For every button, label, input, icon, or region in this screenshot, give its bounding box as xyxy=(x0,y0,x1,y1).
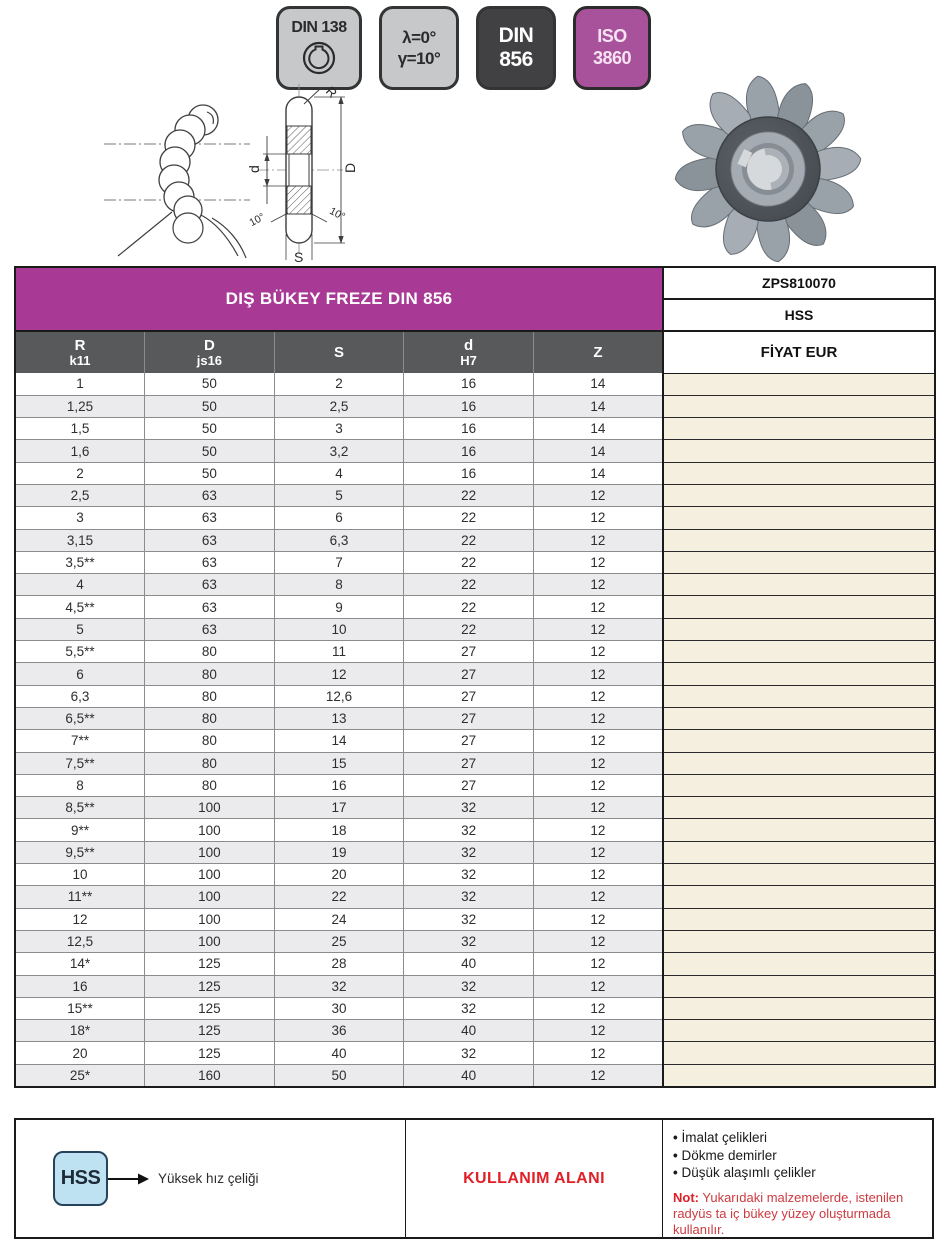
table-cell: 22 xyxy=(404,574,534,596)
price-cell xyxy=(663,551,935,573)
bore-keyway-icon xyxy=(300,39,338,77)
cross-section-drawing xyxy=(241,78,367,266)
table-cell: 30 xyxy=(274,997,404,1019)
table-cell: 12 xyxy=(274,663,404,685)
table-cell: 12 xyxy=(533,953,663,975)
table-cell: 10 xyxy=(15,864,145,886)
table-cell: 22 xyxy=(404,596,534,618)
table-cell: 32 xyxy=(274,975,404,997)
table-cell: 27 xyxy=(404,730,534,752)
dim-label-R: R xyxy=(322,83,341,101)
table-cell: 36 xyxy=(274,1020,404,1042)
table-row xyxy=(15,774,935,796)
usage-item: • Düşük alaşımlı çelikler xyxy=(673,1164,924,1182)
table-cell: 3 xyxy=(274,418,404,440)
materials-cell xyxy=(663,1120,932,1237)
col-header-D: D js16 xyxy=(145,331,275,373)
table-cell: 50 xyxy=(145,418,275,440)
table-cell: 50 xyxy=(145,395,275,417)
table-cell: 12 xyxy=(533,551,663,573)
price-cell xyxy=(663,797,935,819)
price-cell xyxy=(663,529,935,551)
table-cell: 12 xyxy=(533,797,663,819)
table-cell: 25* xyxy=(15,1064,145,1086)
table-row xyxy=(15,596,935,618)
table-cell: 12 xyxy=(533,574,663,596)
angle-label-left: 10° xyxy=(247,210,268,229)
table-cell: 125 xyxy=(145,953,275,975)
badge-din138-label: DIN 138 xyxy=(291,19,347,36)
table-cell: 100 xyxy=(145,908,275,930)
table-cell: 27 xyxy=(404,752,534,774)
material-label: HSS xyxy=(663,299,935,331)
badge-iso3860: ISO 3860 xyxy=(573,6,651,90)
table-cell: 100 xyxy=(145,797,275,819)
column-header-row xyxy=(15,331,935,373)
table-row xyxy=(15,663,935,685)
price-cell xyxy=(663,618,935,640)
table-cell: 8,5** xyxy=(15,797,145,819)
table-cell: 16 xyxy=(404,462,534,484)
table-cell: 2,5 xyxy=(15,484,145,506)
application-drawing xyxy=(100,96,255,262)
table-cell: 11** xyxy=(15,886,145,908)
table-cell: 3,2 xyxy=(274,440,404,462)
product-code: ZPS810070 xyxy=(663,267,935,299)
table-cell: 32 xyxy=(404,930,534,952)
table-cell: 13 xyxy=(274,707,404,729)
price-cell xyxy=(663,886,935,908)
table-row xyxy=(15,462,935,484)
table-cell: 3,15 xyxy=(15,529,145,551)
table-row xyxy=(15,930,935,952)
gamma-angle: γ=10° xyxy=(397,49,441,68)
lambda-angle: λ=0° xyxy=(402,27,436,47)
footer-box xyxy=(14,1118,934,1239)
usage-area-title: KULLANIM ALANI xyxy=(463,1169,605,1187)
usage-area-cell xyxy=(405,1120,663,1237)
table-cell: 12 xyxy=(533,507,663,529)
price-cell xyxy=(663,752,935,774)
table-cell: 6 xyxy=(15,663,145,685)
table-cell: 63 xyxy=(145,507,275,529)
price-column-header: FİYAT EUR xyxy=(663,331,935,373)
table-cell: 63 xyxy=(145,529,275,551)
table-cell: 4,5** xyxy=(15,596,145,618)
table-cell: 12 xyxy=(533,819,663,841)
table-cell: 5 xyxy=(274,484,404,506)
table-cell: 50 xyxy=(274,1064,404,1086)
table-cell: 25 xyxy=(274,930,404,952)
table-cell: 14 xyxy=(533,418,663,440)
table-cell: 27 xyxy=(404,707,534,729)
table-row xyxy=(15,752,935,774)
table-cell: 7** xyxy=(15,730,145,752)
table-cell: 100 xyxy=(145,864,275,886)
col-header-d: d H7 xyxy=(404,331,534,373)
table-cell: 12 xyxy=(533,1042,663,1064)
price-cell xyxy=(663,663,935,685)
table-cell: 9** xyxy=(15,819,145,841)
table-cell: 125 xyxy=(145,1042,275,1064)
table-cell: 14 xyxy=(274,730,404,752)
product-title: DIŞ BÜKEY FREZE DIN 856 xyxy=(15,267,663,331)
table-cell: 12 xyxy=(533,484,663,506)
hss-description: Yüksek hız çeliği xyxy=(158,1171,259,1186)
table-row xyxy=(15,641,935,663)
price-cell xyxy=(663,819,935,841)
table-cell: 28 xyxy=(274,953,404,975)
table-cell: 100 xyxy=(145,930,275,952)
table-cell: 40 xyxy=(404,953,534,975)
price-cell xyxy=(663,484,935,506)
table-cell: 12 xyxy=(533,707,663,729)
table-row xyxy=(15,1064,935,1086)
table-cell: 80 xyxy=(145,730,275,752)
price-cell xyxy=(663,462,935,484)
table-cell: 14 xyxy=(533,440,663,462)
table-cell: 63 xyxy=(145,596,275,618)
table-cell: 9 xyxy=(274,596,404,618)
table-cell: 2 xyxy=(15,462,145,484)
table-cell: 22 xyxy=(274,886,404,908)
table-cell: 12 xyxy=(533,641,663,663)
price-cell xyxy=(663,641,935,663)
table-cell: 80 xyxy=(145,707,275,729)
badge-angles xyxy=(379,6,459,90)
table-cell: 12 xyxy=(533,529,663,551)
table-cell: 16 xyxy=(404,418,534,440)
table-row xyxy=(15,1042,935,1064)
table-cell: 20 xyxy=(274,864,404,886)
badge-din856: DIN 856 xyxy=(476,6,556,90)
table-cell: 12 xyxy=(533,1064,663,1086)
table-cell: 12 xyxy=(533,997,663,1019)
table-row xyxy=(15,551,935,573)
table-row xyxy=(15,953,935,975)
table-cell: 4 xyxy=(274,462,404,484)
table-cell: 12 xyxy=(533,908,663,930)
usage-list xyxy=(673,1129,924,1182)
hss-badge: HSS xyxy=(53,1151,108,1206)
table-cell: 27 xyxy=(404,641,534,663)
table-cell: 12 xyxy=(533,730,663,752)
table-row xyxy=(15,373,935,395)
table-row xyxy=(15,908,935,930)
table-cell: 12 xyxy=(15,908,145,930)
material-legend xyxy=(16,1120,405,1237)
table-cell: 80 xyxy=(145,663,275,685)
table-cell: 12 xyxy=(533,1020,663,1042)
table-cell: 50 xyxy=(145,373,275,395)
table-cell: 22 xyxy=(404,551,534,573)
table-cell: 9,5** xyxy=(15,841,145,863)
table-cell: 1,6 xyxy=(15,440,145,462)
table-cell: 125 xyxy=(145,975,275,997)
table-cell: 12 xyxy=(533,930,663,952)
table-cell: 14 xyxy=(533,395,663,417)
table-cell: 160 xyxy=(145,1064,275,1086)
table-cell: 16 xyxy=(404,440,534,462)
usage-note xyxy=(673,1190,924,1239)
table-cell: 20 xyxy=(15,1042,145,1064)
table-cell: 63 xyxy=(145,574,275,596)
table-cell: 16 xyxy=(404,395,534,417)
table-cell: 100 xyxy=(145,886,275,908)
table-cell: 24 xyxy=(274,908,404,930)
table-cell: 32 xyxy=(404,797,534,819)
table-cell: 100 xyxy=(145,841,275,863)
price-cell xyxy=(663,373,935,395)
table-cell: 3 xyxy=(15,507,145,529)
table-cell: 22 xyxy=(404,507,534,529)
table-cell: 27 xyxy=(404,774,534,796)
usage-item: • İmalat çelikleri xyxy=(673,1129,924,1147)
table-cell: 6,3 xyxy=(15,685,145,707)
table-cell: 1,25 xyxy=(15,395,145,417)
table-cell: 1 xyxy=(15,373,145,395)
table-row xyxy=(15,484,935,506)
note-text: Yukarıdaki malzemelerde, istenilen radyüs ta iç bükey yüzey oluşturmada kullanılır. xyxy=(673,1189,904,1238)
table-cell: 80 xyxy=(145,685,275,707)
table-cell: 14 xyxy=(533,373,663,395)
table-cell: 32 xyxy=(404,997,534,1019)
table-cell: 12 xyxy=(533,596,663,618)
table-cell: 22 xyxy=(404,484,534,506)
table-cell: 2,5 xyxy=(274,395,404,417)
arrow-right-icon xyxy=(108,1172,150,1186)
table-cell: 32 xyxy=(404,975,534,997)
table-cell: 22 xyxy=(404,529,534,551)
price-cell xyxy=(663,841,935,863)
table-cell: 32 xyxy=(404,864,534,886)
price-cell xyxy=(663,507,935,529)
table-cell: 6,3 xyxy=(274,529,404,551)
table-cell: 8 xyxy=(15,774,145,796)
table-cell: 12 xyxy=(533,886,663,908)
price-cell xyxy=(663,1042,935,1064)
table-cell: 18* xyxy=(15,1020,145,1042)
table-cell: 63 xyxy=(145,484,275,506)
table-row xyxy=(15,618,935,640)
table-cell: 10 xyxy=(274,618,404,640)
table-cell: 50 xyxy=(145,462,275,484)
table-cell: 80 xyxy=(145,641,275,663)
table-cell: 32 xyxy=(404,819,534,841)
table-cell: 17 xyxy=(274,797,404,819)
angle-label-right: 10° xyxy=(327,205,348,224)
dim-label-D: D xyxy=(342,162,358,173)
table-row xyxy=(15,418,935,440)
table-cell: 22 xyxy=(404,618,534,640)
table-cell: 18 xyxy=(274,819,404,841)
price-cell xyxy=(663,975,935,997)
table-row xyxy=(15,440,935,462)
table-cell: 27 xyxy=(404,685,534,707)
table-cell: 80 xyxy=(145,774,275,796)
table-row xyxy=(15,707,935,729)
note-label: Not: xyxy=(673,1189,699,1205)
table-cell: 16 xyxy=(15,975,145,997)
table-row xyxy=(15,730,935,752)
table-cell: 3,5** xyxy=(15,551,145,573)
table-cell: 63 xyxy=(145,618,275,640)
dim-label-d: d xyxy=(246,165,262,173)
table-row xyxy=(15,819,935,841)
price-cell xyxy=(663,864,935,886)
table-row xyxy=(15,975,935,997)
table-cell: 12 xyxy=(533,663,663,685)
price-cell xyxy=(663,774,935,796)
usage-item: • Dökme demirler xyxy=(673,1147,924,1165)
price-cell xyxy=(663,596,935,618)
table-row xyxy=(15,685,935,707)
table-row xyxy=(15,507,935,529)
table-cell: 12 xyxy=(533,841,663,863)
table-row xyxy=(15,797,935,819)
spec-table-body xyxy=(15,373,935,1087)
table-cell: 40 xyxy=(404,1064,534,1086)
table-row xyxy=(15,864,935,886)
table-cell: 40 xyxy=(274,1042,404,1064)
col-header-R: R k11 xyxy=(15,331,145,373)
table-cell: 125 xyxy=(145,1020,275,1042)
price-cell xyxy=(663,930,935,952)
table-row xyxy=(15,886,935,908)
dim-label-S: S xyxy=(294,249,304,265)
table-cell: 32 xyxy=(404,886,534,908)
price-cell xyxy=(663,1064,935,1086)
table-cell: 4 xyxy=(15,574,145,596)
table-cell: 32 xyxy=(404,908,534,930)
table-cell: 6,5** xyxy=(15,707,145,729)
table-cell: 14* xyxy=(15,953,145,975)
table-cell: 12 xyxy=(533,752,663,774)
price-cell xyxy=(663,908,935,930)
table-cell: 15** xyxy=(15,997,145,1019)
table-row xyxy=(15,574,935,596)
table-cell: 12 xyxy=(533,864,663,886)
price-cell xyxy=(663,574,935,596)
price-cell xyxy=(663,997,935,1019)
table-cell: 32 xyxy=(404,841,534,863)
price-cell xyxy=(663,1020,935,1042)
table-cell: 32 xyxy=(404,1042,534,1064)
cutter-photo xyxy=(646,74,898,268)
table-row xyxy=(15,395,935,417)
col-header-S: S xyxy=(274,331,404,373)
table-row xyxy=(15,1020,935,1042)
price-cell xyxy=(663,730,935,752)
price-cell xyxy=(663,953,935,975)
table-cell: 11 xyxy=(274,641,404,663)
table-cell: 125 xyxy=(145,997,275,1019)
table-cell: 100 xyxy=(145,819,275,841)
table-cell: 16 xyxy=(404,373,534,395)
table-row xyxy=(15,997,935,1019)
table-cell: 50 xyxy=(145,440,275,462)
col-header-Z: Z xyxy=(533,331,663,373)
table-cell: 27 xyxy=(404,663,534,685)
spec-table xyxy=(14,266,936,1088)
table-cell: 8 xyxy=(274,574,404,596)
table-cell: 5 xyxy=(15,618,145,640)
table-cell: 63 xyxy=(145,551,275,573)
price-cell xyxy=(663,395,935,417)
table-cell: 2 xyxy=(274,373,404,395)
table-cell: 14 xyxy=(533,462,663,484)
price-cell xyxy=(663,418,935,440)
table-cell: 7 xyxy=(274,551,404,573)
table-cell: 7,5** xyxy=(15,752,145,774)
table-cell: 16 xyxy=(274,774,404,796)
table-cell: 12 xyxy=(533,774,663,796)
price-cell xyxy=(663,707,935,729)
table-cell: 12 xyxy=(533,685,663,707)
table-cell: 12 xyxy=(533,975,663,997)
price-cell xyxy=(663,685,935,707)
table-cell: 1,5 xyxy=(15,418,145,440)
table-cell: 40 xyxy=(404,1020,534,1042)
table-row xyxy=(15,529,935,551)
price-cell xyxy=(663,440,935,462)
table-cell: 15 xyxy=(274,752,404,774)
table-row xyxy=(15,841,935,863)
table-cell: 12,5 xyxy=(15,930,145,952)
table-cell: 6 xyxy=(274,507,404,529)
table-cell: 12 xyxy=(533,618,663,640)
table-cell: 80 xyxy=(145,752,275,774)
table-cell: 19 xyxy=(274,841,404,863)
table-cell: 12,6 xyxy=(274,685,404,707)
table-cell: 5,5** xyxy=(15,641,145,663)
